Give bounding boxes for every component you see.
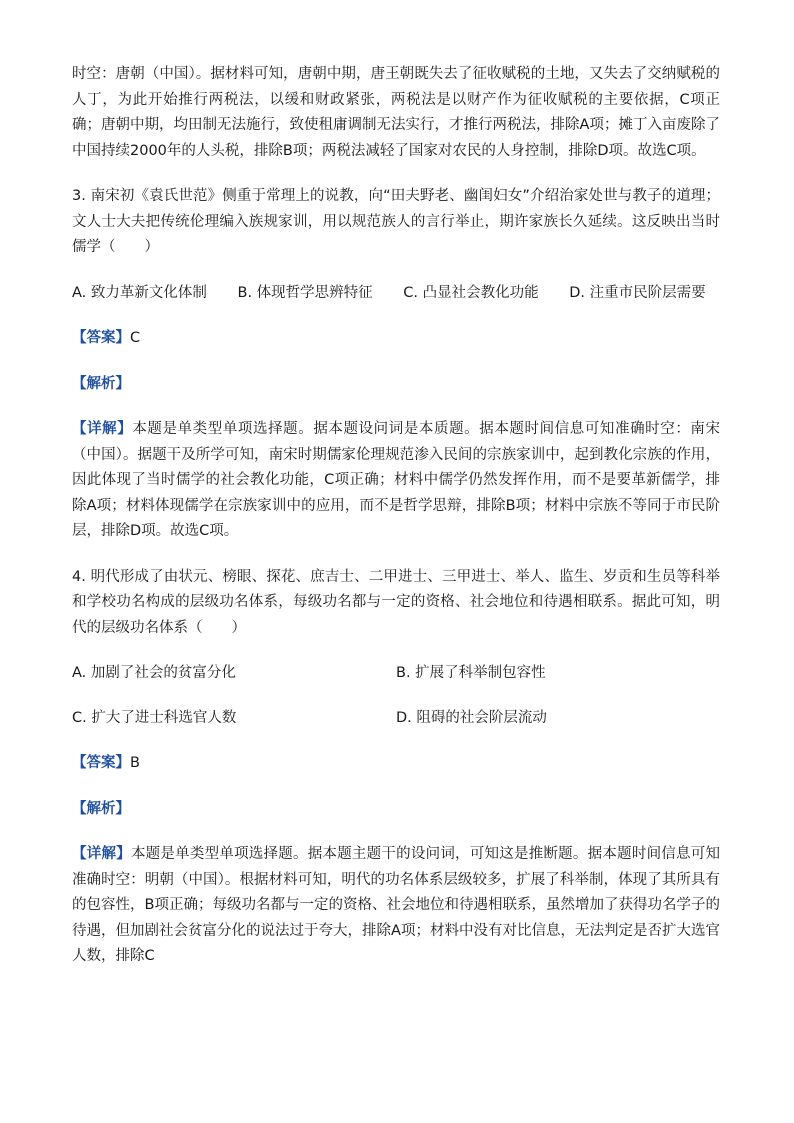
q3-analysis-tag: 【解析】: [72, 375, 130, 392]
q2-explanation-tail: 时空：唐朝（中国）。据材料可知，唐朝中期，唐王朝既失去了征收赋税的土地，又失去了交纳赋税的人丁，为此开始推行两税法，以缓和财政紧张，两税法是以财产作为征收赋税的主要依据，C项正确；唐朝中期，均田制无法施行，致使租庸调制无法实行，才推行两税法，排除A项；摊丁入亩废除了中国持续2000年的人头税，排除B项；两税法减轻了国家对农民的人身控制，排除D项。故选C项。: [72, 66, 720, 159]
q4-option-b[interactable]: B. 扩展了科举制包容性: [396, 665, 546, 681]
q3-option-a[interactable]: A. 致力革新文化体制: [72, 284, 207, 301]
q4-answer-tag: 【答案】: [72, 755, 130, 771]
q4-detail: [72, 842, 720, 970]
q4-detail-tag: 【详解】: [72, 846, 131, 862]
q3-detail: [72, 417, 720, 545]
q4-analysis-heading: [72, 797, 720, 823]
q3-stem: 3. 南宋初《袁氏世范》侧重于常理上的说教，向“田夫野老、幽闺妇女”介绍治家处世与教子的道理；文人士大夫把传统伦理编入族规家训，用以规范族人的言行举止，期许家族长久延续。这反映出当时儒学（ ）: [72, 188, 720, 255]
q4-options: [72, 661, 720, 731]
q3-option-b[interactable]: B. 体现哲学思辨特征: [237, 284, 373, 301]
q4-answer: [72, 751, 720, 777]
q3-analysis-heading: [72, 372, 720, 398]
q3-options: [72, 281, 720, 307]
q4-answer-value: B: [130, 755, 140, 771]
q3-answer-value: C: [130, 330, 141, 346]
q3-option-d[interactable]: D. 注重市民阶层需要: [569, 284, 706, 301]
q3-answer-tag: 【答案】: [72, 330, 130, 346]
q4-analysis-tag: 【解析】: [72, 800, 130, 817]
q4-option-d[interactable]: D. 阻碍的社会阶层流动: [396, 709, 547, 726]
q3-detail-text: 本题是单类型单项选择题。据本题设问词是本质题。据本题时间信息可知准确时空：南宋（中国）。据题干及所学可知，南宋时期儒家伦理规范渗入民间的宗族家训中，起到教化宗族的作用，因此体现了当时儒学的社会教化功能，C项正确；材料中儒学仍然发挥作用，而不是要革新儒学，排除A项；材料体现儒学在宗族家训中的应用，而不是哲学思辩，排除B项；材料中宗族不等同于市民阶层，排除D项。故选C项。: [72, 421, 721, 539]
q3-answer: [72, 326, 720, 352]
q3-option-c[interactable]: C. 凸显社会教化功能: [403, 284, 539, 301]
q4-option-c[interactable]: C. 扩大了进士科选官人数: [72, 709, 237, 726]
q4-option-a[interactable]: A. 加剧了社会的贫富分化: [72, 665, 236, 681]
document-page: [72, 62, 720, 990]
q4-stem: 4. 明代形成了由状元、榜眼、探花、庶吉士、二甲进士、三甲进士、举人、监生、岁贡和生员等科举和学校功名构成的层级功名体系，每级功名都与一定的资格、社会地位和待遇相联系。据此可知，明代的层级功名体系（ ）: [72, 568, 720, 636]
q4-detail-text: 本题是单类型单项选择题。据本题主题干的设问词，可知这是推断题。据本题时间信息可知准确时空：明朝（中国）。根据材料可知，明代的功名体系层级较多，扩展了科举制，体现了其所具有的包容性，B项正确；每级功名都与一定的资格、社会地位和待遇相联系，虽然增加了获得功名学子的待遇，但加剧社会贫富分化的说法过于夸大，排除A项；材料中没有对比信息，无法判定是否扩大选官人数，排除C: [72, 846, 721, 964]
q3-detail-tag: 【详解】: [72, 421, 133, 437]
